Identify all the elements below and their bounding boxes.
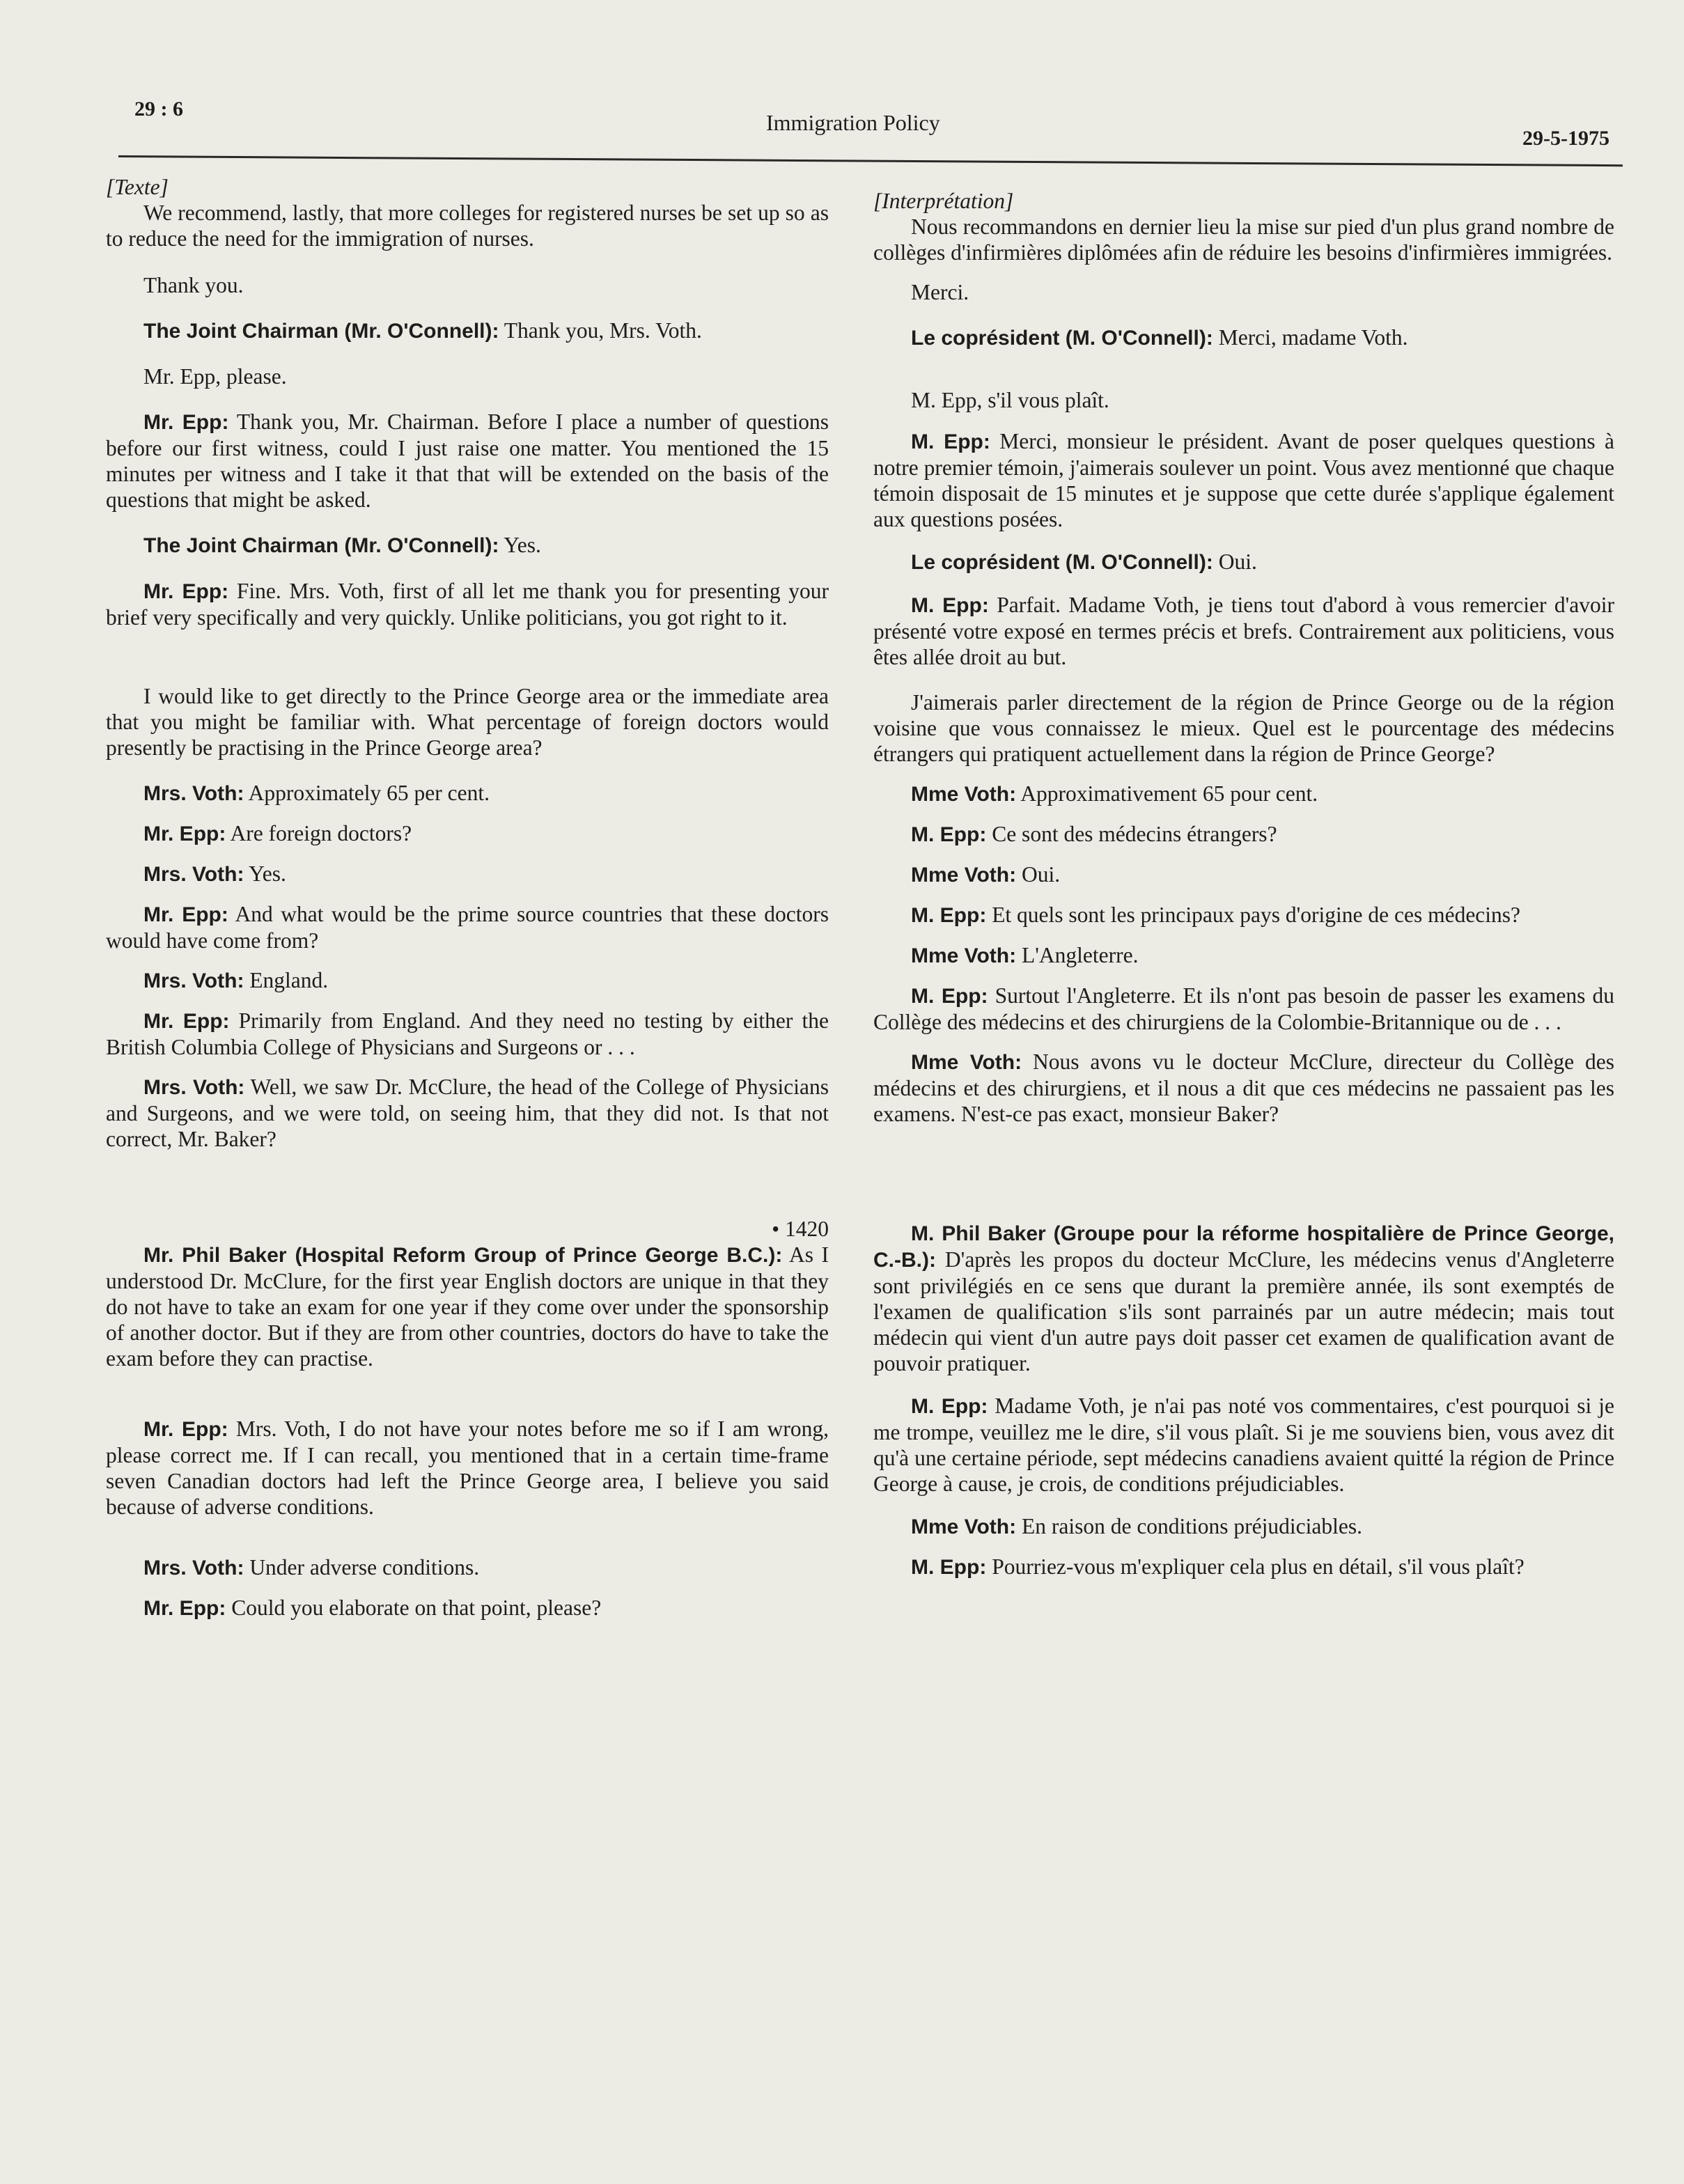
speaker-label: Mrs. Voth: xyxy=(143,863,244,886)
paragraph: The Joint Chairman (Mr. O'Connell): Thank you, Mrs. Voth. xyxy=(143,318,702,343)
paragraph: The Joint Chairman (Mr. O'Connell): Yes. xyxy=(143,533,541,557)
paragraph: Le coprésident (M. O'Connell): Merci, madame Voth. xyxy=(911,325,1408,350)
paragraph: M. Phil Baker (Groupe pour la réforme hospitalière de Prince George, C.-B.): D'après les propos du docteur McClure, les médecins venus d'Angleterre sont privilégiés en ce sens que durant la première année, ils sont exemptés de l'examen de qualification s'ils sont parrainés par un autre médecin; mais tout médecin qui vient d'un autre pays doit passer cet examen de qualification avant de pouvoir pratiquer. xyxy=(873,1222,1614,1375)
speaker-label: M. Epp: xyxy=(911,904,987,927)
time-marker: • 1420 xyxy=(772,1217,829,1241)
speaker-label: Mrs. Voth: xyxy=(143,1557,244,1580)
speaker-label: Mrs. Voth: xyxy=(143,969,244,992)
speaker-label: Mme Voth: xyxy=(911,1515,1017,1538)
speaker-label: Mr. Epp: xyxy=(143,822,226,845)
text-tag: [Texte] xyxy=(106,175,169,199)
paragraph: Mr. Epp: Mrs. Voth, I do not have your notes before me so if I am wrong, please correct me. If I can recall, you mentioned that in a certain time-frame seven Canadian doctors had left the Prince George area, I believe you said because of adverse conditions. xyxy=(106,1417,829,1519)
speaker-label: Mme Voth: xyxy=(911,944,1017,967)
paragraph: Mrs. Voth: England. xyxy=(143,968,329,992)
english-column xyxy=(106,174,829,1621)
paragraph: M. Epp: Ce sont des médecins étrangers? xyxy=(911,822,1277,846)
paragraph: Mr. Epp: Could you elaborate on that point, please? xyxy=(143,1596,602,1620)
paragraph: Mr. Phil Baker (Hospital Reform Group of Prince George B.C.): As I understood Dr. McClure, for the first year English doctors are unique in that they do not have to take an exam for one year if they come over under the sponsorship of another doctor. But if they are from other countries, doctors do have to take the exam before they can practise. xyxy=(106,1242,829,1371)
paragraph: Mme Voth: Oui. xyxy=(911,862,1061,887)
paragraph: Mr. Epp: Are foreign doctors? xyxy=(143,821,412,845)
paragraph: Mme Voth: En raison de conditions préjudiciables. xyxy=(911,1514,1362,1538)
paragraph: M. Epp: Surtout l'Angleterre. Et ils n'ont pas besoin de passer les examens du Collège des médecins et des chirurgiens de la Colombie-Britannique ou de . . . xyxy=(873,983,1614,1034)
speaker-label: Mme Voth: xyxy=(911,783,1017,806)
speaker-label: M. Epp: xyxy=(911,594,989,617)
paragraph: Mrs. Voth: Approximately 65 per cent. xyxy=(143,781,490,805)
speaker-label: Mr. Phil Baker (Hospital Reform Group of Prince George B.C.): xyxy=(143,1244,783,1267)
page-number: 29 : 6 xyxy=(134,98,183,120)
paragraph: Nous recommandons en dernier lieu la mise sur pied d'un plus grand nombre de collèges d'infirmières diplômées afin de réduire les besoins d'infirmières immigrées. xyxy=(873,214,1614,265)
speaker-label: Mr. Epp: xyxy=(143,903,228,926)
french-column xyxy=(873,188,1614,1580)
speaker-label: The Joint Chairman (Mr. O'Connell): xyxy=(143,320,499,343)
paragraph: J'aimerais parler directement de la région de Prince George ou de la région voisine que vous connaissez le mieux. Quel est le pourcentage des médecins étrangers qui pratiquent actuellement dans la région de Prince George? xyxy=(873,690,1614,766)
paragraph: Mme Voth: L'Angleterre. xyxy=(911,943,1139,967)
header-rule xyxy=(118,155,1623,166)
speaker-label: Mr. Epp: xyxy=(143,1597,226,1620)
running-title: Immigration Policy xyxy=(766,110,940,135)
speaker-label: M. Epp: xyxy=(911,1556,987,1579)
paragraph: Mrs. Voth: Well, we saw Dr. McClure, the head of the College of Physicians and Surgeons, and we were told, on seeing him, that they did not. Is that not correct, Mr. Baker? xyxy=(106,1075,829,1151)
speaker-label: The Joint Chairman (Mr. O'Connell): xyxy=(143,534,499,557)
speaker-label: Mrs. Voth: xyxy=(143,1076,245,1099)
paragraph: M. Epp: Madame Voth, je n'ai pas noté vos commentaires, c'est pourquoi si je me trompe, veuillez me le dire, s'il vous plaît. Si je me souviens bien, vous avez dit qu'à une certaine période, sept médecins canadiens avaient quitté la région de Prince George à cause, je crois, de conditions préjudiciables. xyxy=(873,1394,1614,1496)
speaker-label: Le coprésident (M. O'Connell): xyxy=(911,551,1213,574)
paragraph: Mr. Epp: And what would be the prime source countries that these doctors would have come from? xyxy=(106,902,829,953)
paragraph: Mrs. Voth: Yes. xyxy=(143,861,286,886)
paragraph: Mr. Epp: Primarily from England. And they need no testing by either the British Columbia College of Physicians and Surgeons or . . . xyxy=(106,1008,829,1059)
page-date: 29-5-1975 xyxy=(1522,127,1609,150)
speaker-label: Mr. Epp: xyxy=(143,1418,228,1441)
speaker-label: M. Epp: xyxy=(911,430,990,453)
speaker-label: Mme Voth: xyxy=(911,1051,1022,1074)
paragraph: Mr. Epp, please. xyxy=(143,364,287,389)
speaker-label: M. Epp: xyxy=(911,823,987,846)
speaker-label: Mr. Epp: xyxy=(143,580,229,603)
paragraph: M. Epp: Pourriez-vous m'expliquer cela plus en détail, s'il vous plaît? xyxy=(911,1554,1525,1579)
interpretation-tag: [Interprétation] xyxy=(873,189,1014,213)
paragraph: Mme Voth: Nous avons vu le docteur McClure, directeur du Collège des médecins et des chirurgiens, et il nous a dit que ces médecins ne passaient pas les examens. N'est-ce pas exact, monsieur Baker? xyxy=(873,1050,1614,1126)
paragraph: Mr. Epp: Thank you, Mr. Chairman. Before I place a number of questions before our first witness, could I just raise one matter. You mentioned the 15 minutes per witness and I take it that that will be extended on the basis of the questions that might be asked. xyxy=(106,410,829,512)
paragraph: M. Epp: Et quels sont les principaux pays d'origine de ces médecins? xyxy=(911,903,1521,927)
paragraph: I would like to get directly to the Prince George area or the immediate area that you might be familiar with. What percentage of foreign doctors would presently be practising in the Prince George area? xyxy=(106,684,829,760)
paragraph: Mrs. Voth: Under adverse conditions. xyxy=(143,1555,480,1580)
paragraph: Mr. Epp: Fine. Mrs. Voth, first of all let me thank you for presenting your brief very specifically and very quickly. Unlike politicians, you got right to it. xyxy=(106,579,829,630)
paragraph: Le coprésident (M. O'Connell): Oui. xyxy=(911,549,1257,574)
speaker-label: Mrs. Voth: xyxy=(143,782,244,805)
paragraph: M. Epp: Merci, monsieur le président. Avant de poser quelques questions à notre premier témoin, j'aimerais soulever un point. Vous avez mentionné que chaque témoin disposait de 15 minutes et je suppose que cette durée s'applique également aux questions posées. xyxy=(873,429,1615,531)
speaker-label: Mr. Epp: xyxy=(143,411,229,434)
paragraph: We recommend, lastly, that more colleges for registered nurses be set up so as to reduce the need for the immigration of nurses. xyxy=(106,201,829,251)
speaker-label: M. Epp: xyxy=(911,1395,988,1418)
speaker-label: M. Epp: xyxy=(911,985,988,1008)
speaker-label: M. Phil Baker (Groupe pour la réforme hospitalière de Prince George, C.-B.): xyxy=(873,1222,1614,1272)
paragraph: M. Epp: Parfait. Madame Voth, je tiens tout d'abord à vous remercier d'avoir présenté votre exposé en termes précis et brefs. Contrairement aux politiciens, vous êtes allée droit au but. xyxy=(873,593,1615,669)
paragraph: Merci. xyxy=(911,280,969,304)
speaker-label: Mme Voth: xyxy=(911,864,1017,887)
paragraph: Thank you. xyxy=(143,273,244,297)
speaker-label: Le coprésident (M. O'Connell): xyxy=(911,327,1213,350)
paragraph: Mme Voth: Approximativement 65 pour cent. xyxy=(911,781,1318,806)
speaker-label: Mr. Epp: xyxy=(143,1010,230,1033)
paragraph: M. Epp, s'il vous plaît. xyxy=(911,388,1109,412)
